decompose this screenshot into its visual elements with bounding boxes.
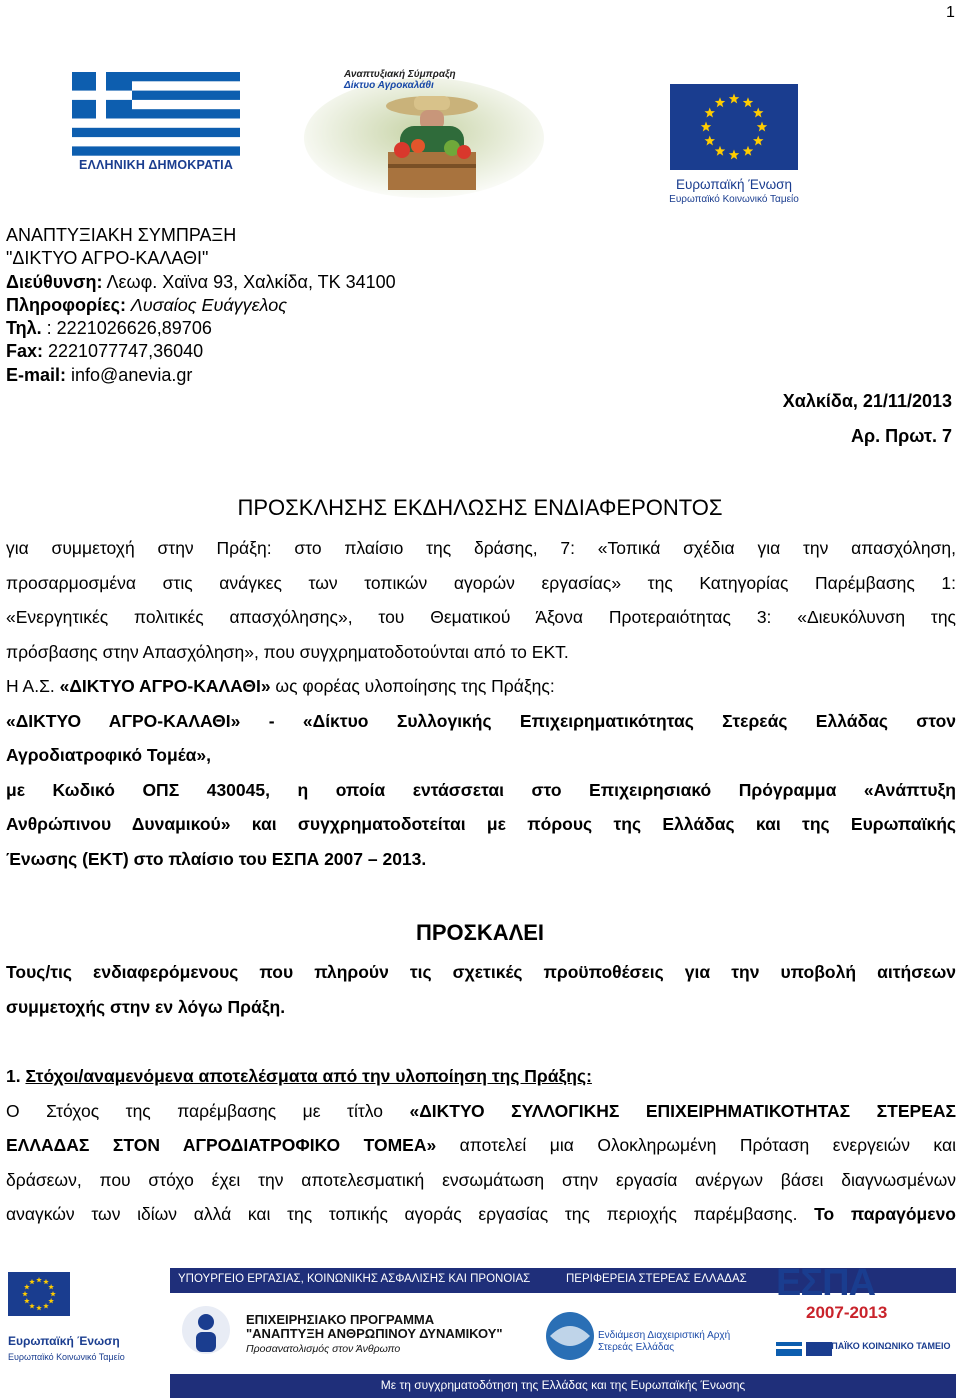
espa-fund-label: ΕΥΡΩΠΑΪΚΟ ΚΟΙΝΩΝΙΚΟ ΤΑΜΕΙΟ: [806, 1341, 951, 1351]
protocol-number: Αρ. Πρωτ. 7: [850, 426, 952, 446]
espa-years: 2007-2013: [806, 1303, 888, 1322]
greek-republic-caption: ΕΛΛΗΝΙΚΗ ΔΗΜΟΚΡΑΤΙΑ: [78, 158, 234, 172]
cofunding-statement: Με τη συγχρηματοδότηση της Ελλάδας και της Ευρωπαϊκής Ένωσης: [380, 1378, 746, 1392]
section-1: 1. Στόχοι/αναμενόμενα αποτελέσματα από την υλοποίηση της Πράξης: Ο Στόχος της παρέμβασης με τίτλο «ΔΙΚΤΥΟ ΣΥΛΛΟΓΙΚΗΣ ΕΠΙΧΕΙΡΗΜΑΤΙΚΟΤΗΤΑΣ ΣΤΕΡΕΑΣ ΕΛΛΑΔΑΣ ΣΤΟΝ ΑΓΡΟΔΙΑΤΡΟΦΙΚΟ ΤΟΜΕΑ» αποτελεί μια Ολοκληρωμένη Πρόταση ενεργειών και δράσεων, που στόχο έχει την αποτελεσματική ενσωμάτωση στην εργασία ανέργων βάσει διαγνωσμένων αναγκών των ιδίων αλλά και της τοπικής αγοράς εργασίας της περιοχής παρέμβασης. Το παραγόμενο: [6, 1066, 957, 1224]
espa-logo: ΕΣΠΑ: [776, 1262, 876, 1304]
intro-paragraph: για συμμετοχή στην Πράξη: στο πλαίσιο της δράσης, 7: «Τοπικά σχέδια για την απασχόληση, προσαρμοσμένα στις ανάγκες των τοπικών αγορών εργασίας» της Κατηγορίας Παρέμβασης 1: «Ενεργητικές πολιτικές απασχόλησης», του Θεματικού Άξονα Προτεραιότητας 3: «Διευκόλυνση της πρόσβασης στην Απασχόληση», που συγχρηματοδοτούνται από το ΕΚΤ. Η Α.Σ. «ΔΙΚΤΥΟ ΑΓΡΟ-ΚΑΛΑΘΙ» ως φορέας υλοποίησης της Πράξης: «ΔΙΚΤΥΟ ΑΓΡΟ-ΚΑΛΑΘΙ» - «Δίκτυο Συλλογικής Επιχειρηματικότητας Στερεάς Ελλάδας στον Αγροδιατροφικό Τομέα», με Κωδικό ΟΠΣ 430045, η οποία εντάσσεται στο Επιχειρησιακό Πρόγραμμα «Ανάπτυξη Ανθρώπινου Δυναμικού» και συγχρηματοδοτείται με πόρους της Ελλάδας και της Ευρωπαϊκής Ένωσης (ΕΚΤ) στο πλαίσιο του ΕΣΠΑ 2007 – 2013.: [6, 538, 956, 869]
eu-flag-icon: [670, 84, 798, 170]
sender-email: E-mail: info@anevia.gr: [6, 364, 193, 385]
sender-fax: Fax: 2221077747,36040: [6, 341, 204, 362]
esf-caption: Ευρωπαϊκό Κοινωνικό Ταμείο: [669, 194, 799, 205]
sender-name: ΑΝΑΠΤΥΞΙΑΚΗ ΣΥΜΠΡΑΞΗ: [6, 225, 237, 245]
sender-block: [6, 224, 396, 387]
document-title: ΠΡΟΣΚΛΗΣΗΣ ΕΚΔΗΛΩΣΗΣ ΕΝΔΙΑΦΕΡΟΝΤΟΣ: [237, 495, 723, 520]
document-date: Χαλκίδα, 21/11/2013: [782, 391, 952, 411]
ministry-label: ΥΠΟΥΡΓΕΙΟ ΕΡΓΑΣΙΑΣ, ΚΟΙΝΩΝΙΚΗΣ ΑΣΦΑΛΙΣΗΣ ΚΑΙ ΠΡΟΝΟΙΑΣ: [178, 1273, 531, 1285]
sender-info: Πληροφορίες: Λυσαίος Ευάγγελος: [6, 294, 287, 315]
footer-eu-name: Ευρωπαϊκή Ένωση: [8, 1334, 120, 1348]
sender-tel: Τηλ. : 2221026626,89706: [6, 318, 212, 339]
page-number: 1: [946, 4, 955, 21]
sender-address: Διεύθυνση: Λεωφ. Χαϊνα 93, Χαλκίδα, ΤΚ 34100: [6, 271, 396, 292]
managing-authority: Ενδιάμεση Διαχειριστική Αρχή: [598, 1330, 731, 1341]
invite-paragraph: Τους/τις ενδιαφερόμενους που πληρούν τις σχετικές προϋποθέσεις για την υποβολή αιτήσεων συμμετοχής στην εν λόγω Πράξη.: [6, 962, 956, 1017]
invites-heading: ΠΡΟΣΚΑΛΕΙ: [415, 920, 545, 945]
program-motto: Προσανατολισμός στον Άνθρωπο: [246, 1343, 401, 1355]
eu-caption: Ευρωπαϊκή Ένωση: [675, 177, 793, 192]
program-name: "ΑΝΑΠΤΥΞΗ ΑΝΘΡΩΠΙΝΟΥ ΔΥΝΑΜΙΚΟΥ": [246, 1326, 503, 1341]
region-label: ΠΕΡΙΦΕΡΕΙΑ ΣΤΕΡΕΑΣ ΕΛΛΑΔΑΣ: [566, 1273, 747, 1285]
partnership-subtitle: Δίκτυο Αγροκαλάθι: [344, 80, 434, 91]
footer-eu-sub: Ευρωπαϊκό Κοινωνικό Ταμείο: [8, 1352, 125, 1362]
partnership-title: Αναπτυξιακή Σύμπραξη: [344, 69, 456, 80]
managing-authority-region: Στερεάς Ελλάδας: [598, 1342, 675, 1353]
program-title: ΕΠΙΧΕΙΡΗΣΙΑΚΟ ΠΡΟΓΡΑΜΜΑ: [246, 1312, 435, 1327]
date-protocol-block: [783, 384, 952, 454]
sender-name-2: "ΔΙΚΤΥΟ ΑΓΡΟ-ΚΑΛΑΘΙ": [6, 248, 209, 269]
